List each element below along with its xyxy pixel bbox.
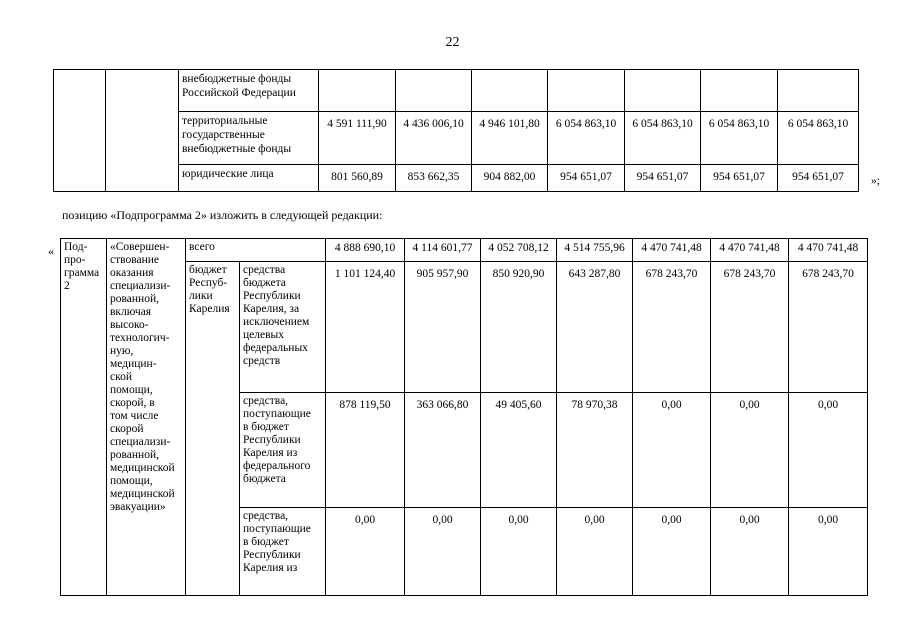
closing-quote: »; [871, 175, 880, 187]
value-cell: 0,00 [633, 393, 711, 508]
value-cell: 905 957,90 [405, 262, 481, 393]
value-cell: 78 970,38 [557, 393, 633, 508]
value-cell: 678 243,70 [633, 262, 711, 393]
value-cell: 0,00 [711, 393, 789, 508]
value-cell: 6 054 863,10 [548, 112, 625, 165]
value-cell: 853 662,35 [396, 165, 472, 192]
program-title: «Совершен- ствование оказания специализи- рованной, включая высоко- технологич- ную, медицин- ской помощи, скорой, в том числе скорой специализи- рованной, медицинской помощи, медицинской эвакуации» [107, 239, 186, 596]
page-number: 22 [445, 35, 460, 50]
value-cell [472, 70, 548, 112]
value-cell: 954 651,07 [548, 165, 625, 192]
value-cell [548, 70, 625, 112]
row-label: внебюджетные фонды Российской Федерации [179, 70, 319, 112]
row-label: территориальные государственные внебюджетные фонды [179, 112, 319, 165]
value-cell: 0,00 [633, 508, 711, 596]
value-cell: 49 405,60 [481, 393, 557, 508]
value-cell: 4 514 755,96 [557, 239, 633, 262]
value-cell: 4 591 111,90 [319, 112, 396, 165]
value-cell: 801 560,89 [319, 165, 396, 192]
value-cell: 0,00 [711, 508, 789, 596]
empty-cell [106, 70, 179, 192]
program-cell: Под- про- грамма 2 [61, 239, 107, 596]
value-cell: 0,00 [789, 393, 868, 508]
value-cell: 4 470 741,48 [633, 239, 711, 262]
instruction-paragraph: позицию «Подпрограмма 2» изложить в следующей редакции: [62, 208, 383, 222]
value-cell: 0,00 [405, 508, 481, 596]
value-cell: 954 651,07 [625, 165, 701, 192]
value-cell: 0,00 [481, 508, 557, 596]
opening-quote: « [48, 244, 54, 258]
value-cell: 0,00 [326, 508, 405, 596]
value-cell [701, 70, 778, 112]
value-cell: 850 920,90 [481, 262, 557, 393]
row-label: средства бюджета Республики Карелия, за исключением целевых федеральных средств [240, 262, 326, 393]
value-cell [319, 70, 396, 112]
value-cell: 954 651,07 [701, 165, 778, 192]
total-label: всего [186, 239, 326, 262]
value-cell: 1 101 124,40 [326, 262, 405, 393]
row-label: средства, поступающие в бюджет Республики Карелия из федерального бюджета [240, 393, 326, 508]
empty-cell [54, 70, 106, 192]
value-cell [778, 70, 859, 112]
value-cell: 6 054 863,10 [778, 112, 859, 165]
value-cell: 4 052 708,12 [481, 239, 557, 262]
financing-table-continuation [53, 69, 859, 192]
value-cell: 904 882,00 [472, 165, 548, 192]
value-cell: 4 946 101,80 [472, 112, 548, 165]
value-cell: 878 119,50 [326, 393, 405, 508]
table-row [54, 70, 859, 112]
value-cell: 363 066,80 [405, 393, 481, 508]
subprogram-2-table [60, 238, 868, 596]
value-cell: 6 054 863,10 [701, 112, 778, 165]
value-cell [396, 70, 472, 112]
value-cell: 4 470 741,48 [711, 239, 789, 262]
value-cell: 4 436 006,10 [396, 112, 472, 165]
row-label: юридические лица [179, 165, 319, 192]
value-cell: 6 054 863,10 [625, 112, 701, 165]
value-cell: 0,00 [557, 508, 633, 596]
value-cell: 0,00 [789, 508, 868, 596]
value-cell: 4 470 741,48 [789, 239, 868, 262]
value-cell: 4 114 601,77 [405, 239, 481, 262]
value-cell [625, 70, 701, 112]
value-cell: 678 243,70 [711, 262, 789, 393]
value-cell: 954 651,07 [778, 165, 859, 192]
row-label: средства, поступающие в бюджет Республики Карелия из [240, 508, 326, 596]
table-row [61, 239, 868, 262]
budget-label: бюджет Респуб- лики Карелия [186, 262, 240, 596]
value-cell: 678 243,70 [789, 262, 868, 393]
value-cell: 4 888 690,10 [326, 239, 405, 262]
value-cell: 643 287,80 [557, 262, 633, 393]
